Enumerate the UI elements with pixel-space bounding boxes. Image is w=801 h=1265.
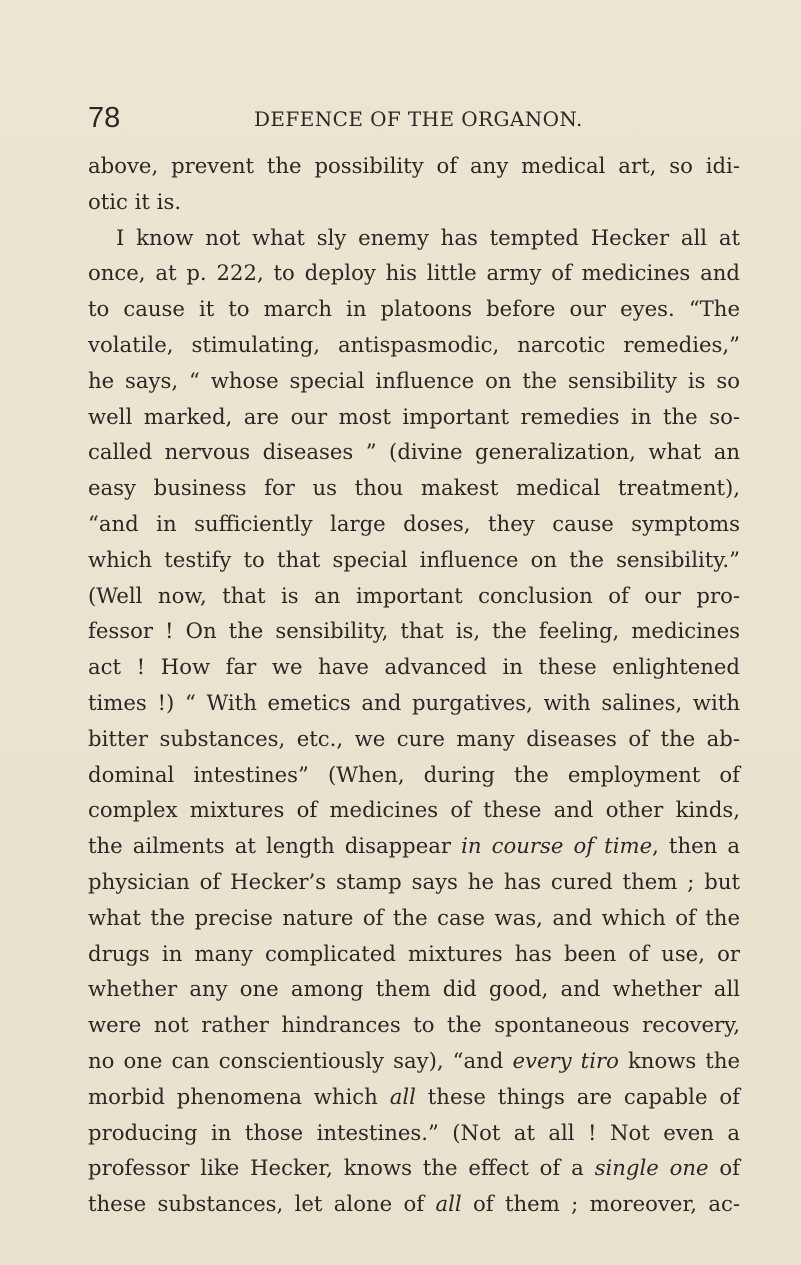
- body-text: [88, 148, 740, 1222]
- text-line: drugs in many complicated mixtures has been of use, or: [88, 940, 740, 966]
- text-line: called nervous diseases ” (divine generalization, what an: [88, 439, 740, 465]
- italic-phrase: every tiro: [512, 1047, 619, 1073]
- text-line: producing in those intestines.” (Not at all ! Not even a: [88, 1119, 740, 1145]
- text-line: what the precise nature of the case was, and which of the: [88, 904, 740, 930]
- text-line: professor like Hecker, knows the effect of a single one of: [88, 1155, 740, 1181]
- text-line: were not rather hindrances to the spontaneous recovery,: [88, 1012, 740, 1038]
- running-head: DEFENCE OF THE ORGANON.: [254, 107, 583, 131]
- text-line: volatile, stimulating, antispasmodic, narcotic remedies,”: [88, 331, 740, 357]
- text-line: “and in sufficiently large doses, they cause symptoms: [88, 510, 740, 536]
- text-line: (Well now, that is an important conclusion of our pro-: [88, 582, 740, 608]
- text-line: above, prevent the possibility of any medical art, so idi-: [88, 153, 740, 178]
- italic-phrase: all: [435, 1191, 462, 1217]
- text-line: no one can conscientiously say), “and every tiro knows the: [88, 1047, 741, 1073]
- text-line: dominal intestines” (When, during the employment of: [88, 761, 740, 787]
- text-line: to cause it to march in platoons before our eyes. “The: [88, 296, 740, 322]
- italic-phrase: all: [389, 1083, 416, 1109]
- italic-phrase: single one: [594, 1155, 709, 1181]
- page-number: 78: [88, 102, 121, 134]
- text-line: which testify to that special influence on the sensibility.”: [88, 546, 740, 572]
- text-line: easy business for us thou makest medical treatment),: [88, 475, 740, 501]
- text-line: act ! How far we have advanced in these enlightened: [88, 654, 740, 680]
- text-line: times !) “ With emetics and purgatives, with salines, with: [88, 689, 740, 715]
- text-line: the ailments at length disappear in course of time, then a: [88, 833, 740, 859]
- italic-phrase: in course of time: [461, 833, 653, 859]
- text-line: fessor ! On the sensibility, that is, the feeling, medicines: [88, 618, 740, 644]
- text-line: these substances, let alone of all of them ; moreover, ac-: [88, 1191, 740, 1217]
- text-line: whether any one among them did good, and whether all: [88, 976, 740, 1002]
- text-line: physician of Hecker’s stamp says he has cured them ; but: [88, 868, 740, 894]
- text-line: I know not what sly enemy has tempted Hecker all at: [116, 224, 740, 250]
- text-line: complex mixtures of medicines of these and other kinds,: [88, 797, 740, 823]
- text-line: otic it is.: [88, 188, 182, 214]
- page-header: [88, 98, 738, 138]
- text-line: morbid phenomena which all these things are capable of: [88, 1083, 740, 1109]
- text-line: well marked, are our most important remedies in the so-: [88, 403, 740, 429]
- text-line: he says, “ whose special influence on the sensibility is so: [88, 367, 740, 393]
- text-line: bitter substances, etc., we cure many diseases of the ab-: [88, 725, 740, 751]
- text-line: once, at p. 222, to deploy his little army of medicines and: [88, 260, 740, 286]
